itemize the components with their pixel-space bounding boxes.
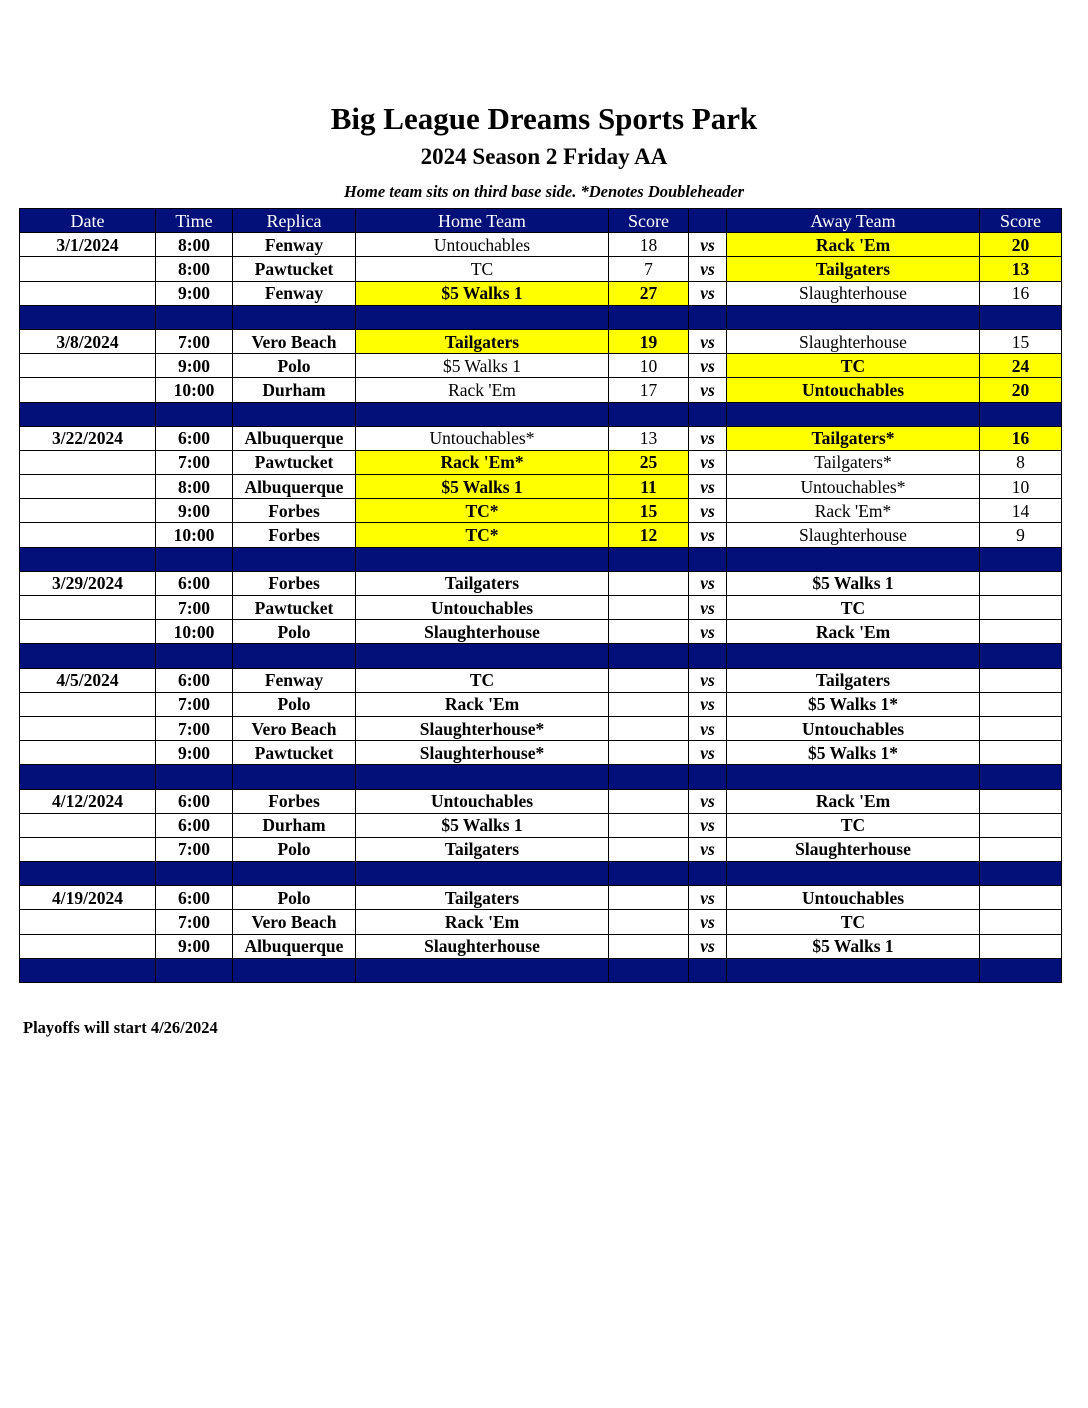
away-score-cell <box>980 692 1062 716</box>
vs-cell: vs <box>689 378 727 402</box>
away-score-cell <box>980 934 1062 958</box>
game-row <box>20 910 1062 934</box>
away-team-cell: Rack 'Em* <box>727 499 980 523</box>
vs-cell: vs <box>689 934 727 958</box>
date-cell: 3/29/2024 <box>20 571 156 595</box>
time-cell: 9:00 <box>156 354 233 378</box>
away-score-cell <box>980 813 1062 837</box>
replica-cell: Pawtucket <box>233 596 356 620</box>
replica-cell: Pawtucket <box>233 450 356 474</box>
away-team-cell: TC <box>727 910 980 934</box>
time-cell: 6:00 <box>156 426 233 450</box>
separator-cell <box>980 862 1062 886</box>
separator-cell <box>609 305 689 329</box>
home-score-cell: 13 <box>609 426 689 450</box>
separator-cell <box>609 958 689 982</box>
separator-cell <box>233 958 356 982</box>
replica-cell: Polo <box>233 886 356 910</box>
separator-cell <box>980 958 1062 982</box>
away-team-cell: Tailgaters <box>727 257 980 281</box>
away-score-cell: 20 <box>980 378 1062 402</box>
replica-cell: Vero Beach <box>233 716 356 740</box>
game-row <box>20 668 1062 692</box>
separator-cell <box>727 644 980 668</box>
home-score-cell: 7 <box>609 257 689 281</box>
vs-cell: vs <box>689 910 727 934</box>
away-team-cell: Untouchables <box>727 886 980 910</box>
time-cell: 10:00 <box>156 523 233 547</box>
game-row <box>20 329 1062 353</box>
time-cell: 8:00 <box>156 257 233 281</box>
date-cell: 4/12/2024 <box>20 789 156 813</box>
home-score-cell <box>609 668 689 692</box>
vs-cell: vs <box>689 741 727 765</box>
vs-cell: vs <box>689 668 727 692</box>
away-team-cell: Slaughterhouse <box>727 523 980 547</box>
replica-cell: Pawtucket <box>233 257 356 281</box>
away-team-cell: Tailgaters* <box>727 426 980 450</box>
time-cell: 6:00 <box>156 789 233 813</box>
vs-cell: vs <box>689 716 727 740</box>
game-row <box>20 934 1062 958</box>
date-cell <box>20 934 156 958</box>
separator-cell <box>689 402 727 426</box>
away-score-cell <box>980 741 1062 765</box>
home-team-cell: Slaughterhouse* <box>356 716 609 740</box>
time-cell: 7:00 <box>156 329 233 353</box>
separator-cell <box>156 402 233 426</box>
separator-row <box>20 305 1062 329</box>
separator-cell <box>156 305 233 329</box>
header-home-team: Home Team <box>356 209 609 233</box>
home-score-cell <box>609 789 689 813</box>
home-team-cell: Rack 'Em <box>356 378 609 402</box>
page-subtitle: 2024 Season 2 Friday AA <box>420 144 668 169</box>
separator-cell <box>727 765 980 789</box>
home-team-cell: $5 Walks 1 <box>356 475 609 499</box>
home-team-cell: Slaughterhouse* <box>356 741 609 765</box>
separator-cell <box>233 547 356 571</box>
separator-cell <box>609 402 689 426</box>
away-score-cell <box>980 668 1062 692</box>
separator-cell <box>689 862 727 886</box>
away-score-cell <box>980 886 1062 910</box>
home-team-cell: TC <box>356 257 609 281</box>
time-cell: 9:00 <box>156 281 233 305</box>
separator-cell <box>356 765 609 789</box>
home-score-cell: 17 <box>609 378 689 402</box>
game-row <box>20 716 1062 740</box>
separator-cell <box>356 862 609 886</box>
home-score-cell <box>609 813 689 837</box>
home-score-cell <box>609 596 689 620</box>
game-row <box>20 789 1062 813</box>
home-team-cell: Tailgaters <box>356 837 609 861</box>
separator-cell <box>233 644 356 668</box>
home-score-cell: 11 <box>609 475 689 499</box>
time-cell: 8:00 <box>156 475 233 499</box>
separator-cell <box>233 305 356 329</box>
away-team-cell: TC <box>727 354 980 378</box>
replica-cell: Vero Beach <box>233 329 356 353</box>
home-team-cell: TC <box>356 668 609 692</box>
game-row <box>20 886 1062 910</box>
home-score-cell <box>609 910 689 934</box>
vs-cell: vs <box>689 499 727 523</box>
separator-cell <box>20 958 156 982</box>
separator-cell <box>20 644 156 668</box>
time-cell: 7:00 <box>156 450 233 474</box>
game-row <box>20 596 1062 620</box>
date-cell <box>20 813 156 837</box>
away-score-cell: 13 <box>980 257 1062 281</box>
separator-cell <box>609 644 689 668</box>
home-score-cell <box>609 741 689 765</box>
separator-cell <box>727 958 980 982</box>
date-cell <box>20 692 156 716</box>
game-row <box>20 354 1062 378</box>
home-team-cell: Tailgaters <box>356 329 609 353</box>
time-cell: 6:00 <box>156 813 233 837</box>
replica-cell: Albuquerque <box>233 475 356 499</box>
home-score-cell: 25 <box>609 450 689 474</box>
time-cell: 7:00 <box>156 910 233 934</box>
replica-cell: Forbes <box>233 499 356 523</box>
game-row <box>20 523 1062 547</box>
home-team-cell: Rack 'Em* <box>356 450 609 474</box>
time-cell: 6:00 <box>156 668 233 692</box>
away-score-cell <box>980 571 1062 595</box>
date-cell <box>20 523 156 547</box>
date-cell: 3/1/2024 <box>20 233 156 257</box>
home-score-cell <box>609 886 689 910</box>
vs-cell: vs <box>689 571 727 595</box>
header-vs <box>689 209 727 233</box>
away-team-cell: Slaughterhouse <box>727 837 980 861</box>
game-row <box>20 499 1062 523</box>
date-cell <box>20 475 156 499</box>
schedule-note: Home team sits on third base side. *Denotes Doubleheader <box>343 182 745 201</box>
separator-cell <box>609 862 689 886</box>
replica-cell: Durham <box>233 813 356 837</box>
header-date: Date <box>20 209 156 233</box>
away-team-cell: Slaughterhouse <box>727 329 980 353</box>
separator-cell <box>356 547 609 571</box>
home-score-cell: 12 <box>609 523 689 547</box>
header-replica: Replica <box>233 209 356 233</box>
date-cell <box>20 281 156 305</box>
away-score-cell <box>980 910 1062 934</box>
separator-cell <box>727 547 980 571</box>
vs-cell: vs <box>689 692 727 716</box>
separator-cell <box>689 958 727 982</box>
home-score-cell: 27 <box>609 281 689 305</box>
vs-cell: vs <box>689 523 727 547</box>
game-row <box>20 281 1062 305</box>
separator-cell <box>233 402 356 426</box>
away-team-cell: $5 Walks 1 <box>727 934 980 958</box>
separator-row <box>20 862 1062 886</box>
away-team-cell: Tailgaters* <box>727 450 980 474</box>
time-cell: 6:00 <box>156 886 233 910</box>
away-score-cell <box>980 620 1062 644</box>
away-team-cell: Untouchables <box>727 716 980 740</box>
away-score-cell: 20 <box>980 233 1062 257</box>
home-team-cell: $5 Walks 1 <box>356 281 609 305</box>
home-team-cell: $5 Walks 1 <box>356 813 609 837</box>
separator-cell <box>356 305 609 329</box>
away-team-cell: Rack 'Em <box>727 233 980 257</box>
separator-cell <box>356 644 609 668</box>
home-score-cell <box>609 620 689 644</box>
away-team-cell: Untouchables* <box>727 475 980 499</box>
schedule-body <box>20 233 1062 983</box>
away-team-cell: $5 Walks 1* <box>727 692 980 716</box>
game-row <box>20 426 1062 450</box>
away-team-cell: Untouchables <box>727 378 980 402</box>
home-team-cell: Rack 'Em <box>356 692 609 716</box>
separator-cell <box>156 958 233 982</box>
away-team-cell: $5 Walks 1 <box>727 571 980 595</box>
home-team-cell: Untouchables* <box>356 426 609 450</box>
replica-cell: Albuquerque <box>233 426 356 450</box>
game-row <box>20 475 1062 499</box>
home-score-cell <box>609 837 689 861</box>
away-team-cell: TC <box>727 596 980 620</box>
header-time: Time <box>156 209 233 233</box>
vs-cell: vs <box>689 813 727 837</box>
time-cell: 6:00 <box>156 571 233 595</box>
separator-cell <box>609 547 689 571</box>
time-cell: 7:00 <box>156 596 233 620</box>
away-score-cell: 16 <box>980 426 1062 450</box>
game-row <box>20 620 1062 644</box>
header-row <box>20 209 1062 233</box>
date-cell <box>20 716 156 740</box>
away-team-cell: TC <box>727 813 980 837</box>
date-cell: 3/22/2024 <box>20 426 156 450</box>
date-cell: 4/5/2024 <box>20 668 156 692</box>
away-score-cell <box>980 716 1062 740</box>
replica-cell: Polo <box>233 620 356 644</box>
separator-cell <box>233 765 356 789</box>
time-cell: 7:00 <box>156 716 233 740</box>
schedule-table <box>19 208 1062 983</box>
date-cell <box>20 620 156 644</box>
away-score-cell: 8 <box>980 450 1062 474</box>
away-score-cell: 9 <box>980 523 1062 547</box>
separator-cell <box>689 644 727 668</box>
separator-cell <box>356 402 609 426</box>
game-row <box>20 813 1062 837</box>
replica-cell: Pawtucket <box>233 741 356 765</box>
separator-cell <box>156 547 233 571</box>
game-row <box>20 571 1062 595</box>
header-away-team: Away Team <box>727 209 980 233</box>
vs-cell: vs <box>689 354 727 378</box>
separator-cell <box>689 765 727 789</box>
game-row <box>20 450 1062 474</box>
away-score-cell <box>980 837 1062 861</box>
home-team-cell: TC* <box>356 523 609 547</box>
vs-cell: vs <box>689 450 727 474</box>
replica-cell: Durham <box>233 378 356 402</box>
home-score-cell: 18 <box>609 233 689 257</box>
date-cell <box>20 450 156 474</box>
date-cell <box>20 596 156 620</box>
away-score-cell: 16 <box>980 281 1062 305</box>
home-team-cell: Tailgaters <box>356 571 609 595</box>
vs-cell: vs <box>689 426 727 450</box>
separator-cell <box>727 402 980 426</box>
vs-cell: vs <box>689 475 727 499</box>
vs-cell: vs <box>689 281 727 305</box>
date-cell: 4/19/2024 <box>20 886 156 910</box>
vs-cell: vs <box>689 789 727 813</box>
home-team-cell: Slaughterhouse <box>356 934 609 958</box>
separator-cell <box>233 862 356 886</box>
away-score-cell <box>980 789 1062 813</box>
away-team-cell: Slaughterhouse <box>727 281 980 305</box>
separator-cell <box>20 862 156 886</box>
page-title: Big League Dreams Sports Park <box>330 101 758 136</box>
replica-cell: Polo <box>233 692 356 716</box>
replica-cell: Forbes <box>233 523 356 547</box>
game-row <box>20 741 1062 765</box>
time-cell: 8:00 <box>156 233 233 257</box>
separator-cell <box>980 644 1062 668</box>
separator-row <box>20 644 1062 668</box>
separator-cell <box>156 765 233 789</box>
separator-cell <box>20 305 156 329</box>
away-team-cell: $5 Walks 1* <box>727 741 980 765</box>
time-cell: 9:00 <box>156 741 233 765</box>
home-score-cell <box>609 716 689 740</box>
separator-row <box>20 402 1062 426</box>
time-cell: 10:00 <box>156 620 233 644</box>
date-cell <box>20 837 156 861</box>
away-team-cell: Rack 'Em <box>727 789 980 813</box>
vs-cell: vs <box>689 596 727 620</box>
away-score-cell <box>980 596 1062 620</box>
time-cell: 7:00 <box>156 837 233 861</box>
away-team-cell: Rack 'Em <box>727 620 980 644</box>
replica-cell: Vero Beach <box>233 910 356 934</box>
separator-cell <box>356 958 609 982</box>
game-row <box>20 257 1062 281</box>
header-home-score: Score <box>609 209 689 233</box>
game-row <box>20 233 1062 257</box>
playoffs-footnote: Playoffs will start 4/26/2024 <box>23 1018 218 1037</box>
replica-cell: Forbes <box>233 571 356 595</box>
home-team-cell: Untouchables <box>356 789 609 813</box>
date-cell <box>20 354 156 378</box>
date-cell <box>20 378 156 402</box>
separator-cell <box>20 547 156 571</box>
away-score-cell: 14 <box>980 499 1062 523</box>
home-team-cell: Slaughterhouse <box>356 620 609 644</box>
vs-cell: vs <box>689 886 727 910</box>
home-team-cell: Rack 'Em <box>356 910 609 934</box>
separator-cell <box>20 402 156 426</box>
replica-cell: Fenway <box>233 668 356 692</box>
away-team-cell: Tailgaters <box>727 668 980 692</box>
time-cell: 9:00 <box>156 934 233 958</box>
vs-cell: vs <box>689 329 727 353</box>
separator-cell <box>689 547 727 571</box>
separator-cell <box>727 862 980 886</box>
separator-cell <box>609 765 689 789</box>
date-cell: 3/8/2024 <box>20 329 156 353</box>
home-score-cell: 19 <box>609 329 689 353</box>
separator-cell <box>980 547 1062 571</box>
separator-row <box>20 958 1062 982</box>
game-row <box>20 378 1062 402</box>
replica-cell: Polo <box>233 837 356 861</box>
vs-cell: vs <box>689 257 727 281</box>
separator-cell <box>980 402 1062 426</box>
away-score-cell: 10 <box>980 475 1062 499</box>
date-cell <box>20 741 156 765</box>
separator-row <box>20 765 1062 789</box>
away-score-cell: 24 <box>980 354 1062 378</box>
home-team-cell: Untouchables <box>356 233 609 257</box>
vs-cell: vs <box>689 837 727 861</box>
time-cell: 7:00 <box>156 692 233 716</box>
home-team-cell: Tailgaters <box>356 886 609 910</box>
home-score-cell: 15 <box>609 499 689 523</box>
home-team-cell: $5 Walks 1 <box>356 354 609 378</box>
separator-cell <box>689 305 727 329</box>
replica-cell: Albuquerque <box>233 934 356 958</box>
vs-cell: vs <box>689 620 727 644</box>
replica-cell: Polo <box>233 354 356 378</box>
separator-cell <box>980 305 1062 329</box>
date-cell <box>20 499 156 523</box>
separator-cell <box>980 765 1062 789</box>
header-away-score: Score <box>980 209 1062 233</box>
home-score-cell: 10 <box>609 354 689 378</box>
game-row <box>20 692 1062 716</box>
away-score-cell: 15 <box>980 329 1062 353</box>
replica-cell: Forbes <box>233 789 356 813</box>
home-score-cell <box>609 934 689 958</box>
date-cell <box>20 910 156 934</box>
home-team-cell: TC* <box>356 499 609 523</box>
time-cell: 10:00 <box>156 378 233 402</box>
separator-cell <box>727 305 980 329</box>
vs-cell: vs <box>689 233 727 257</box>
home-score-cell <box>609 571 689 595</box>
separator-cell <box>20 765 156 789</box>
date-cell <box>20 257 156 281</box>
home-team-cell: Untouchables <box>356 596 609 620</box>
time-cell: 9:00 <box>156 499 233 523</box>
home-score-cell <box>609 692 689 716</box>
separator-cell <box>156 862 233 886</box>
separator-row <box>20 547 1062 571</box>
replica-cell: Fenway <box>233 233 356 257</box>
separator-cell <box>156 644 233 668</box>
game-row <box>20 837 1062 861</box>
replica-cell: Fenway <box>233 281 356 305</box>
